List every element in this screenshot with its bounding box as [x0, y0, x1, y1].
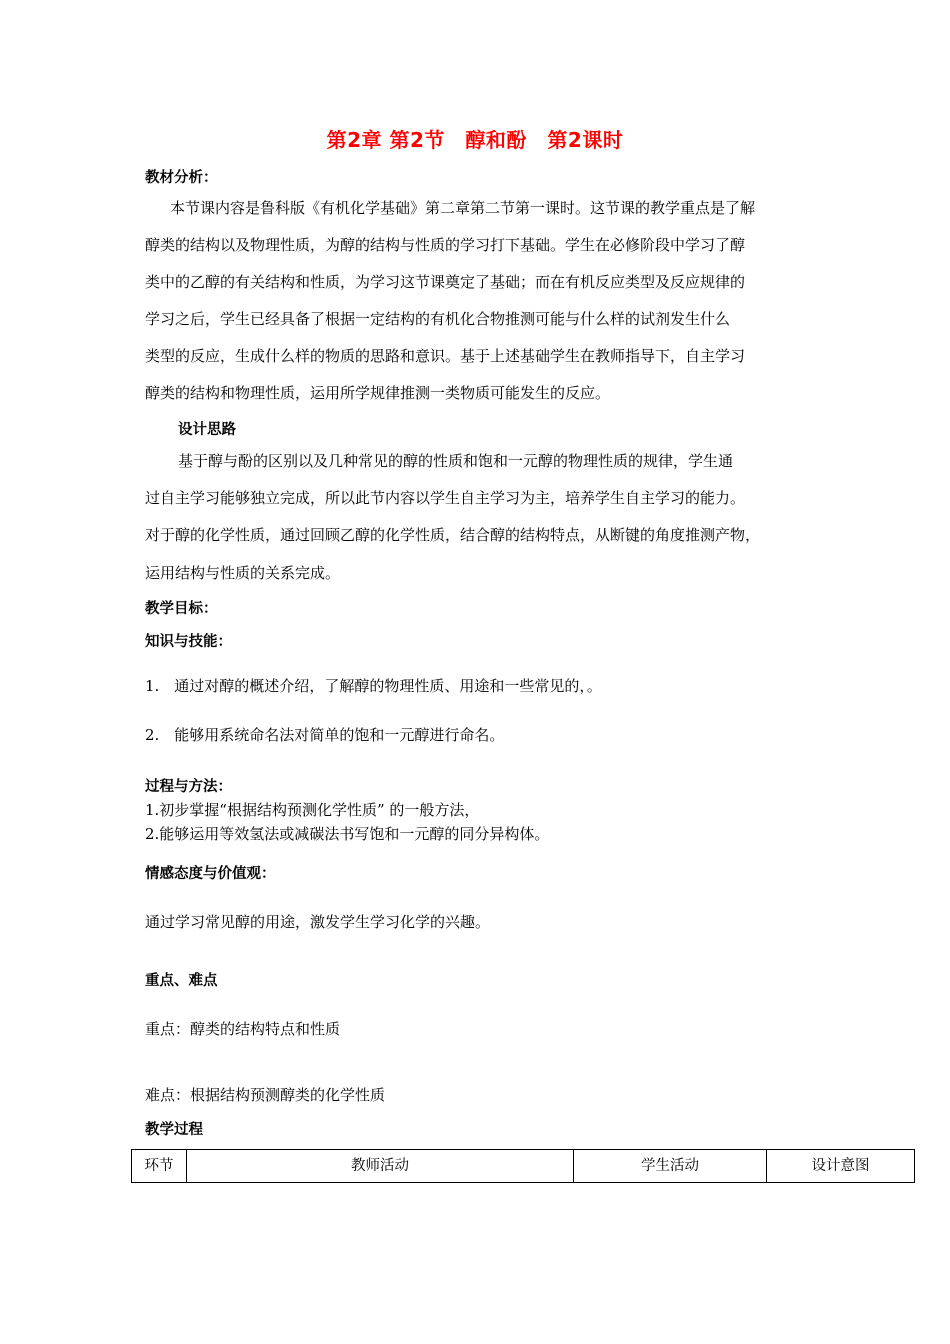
table-header-cell: 设计意图 [811, 1158, 870, 1174]
design-heading: 设计思路 [178, 422, 236, 438]
knowledge-item: 2. 能够用系统命名法对简单的饱和一元醇进行命名。 [145, 726, 505, 744]
process-method-item: 2.能够运用等效氢法或减碳法书写饱和一元醇的同分异构体。 [145, 825, 550, 843]
material-analysis-line: 本节课内容是鲁科版《有机化学基础》第二章第二节第一课时。这节课的教学重点是了解 [170, 199, 756, 217]
difficult-point-text: 难点：根据结构预测醇类的化学性质 [145, 1086, 386, 1104]
design-line: 基于醇与酚的区别以及几种常见的醇的性质和饱和一元醇的物理性质的规律，学生通 [178, 452, 734, 470]
key-points-heading: 重点、难点 [145, 973, 218, 989]
material-analysis-line: 学习之后，学生已经具备了根据一定结构的有机化合物推测可能与什么样的试剂发生什么 [145, 310, 731, 328]
material-analysis-line: 醇类的结构以及物理性质，为醇的结构与性质的学习打下基础。学生在必修阶段中学习了醇 [145, 236, 746, 254]
teaching-process-heading: 教学过程 [145, 1122, 203, 1138]
emotion-text: 通过学习常见醇的用途，激发学生学习化学的兴趣。 [145, 913, 491, 931]
knowledge-heading: 知识与技能： [145, 634, 232, 650]
emotion-heading: 情感态度与价值观： [145, 866, 276, 882]
process-method-item: 1.初步掌握“根据结构预测化学性质” 的一般方法， [145, 801, 480, 819]
material-analysis-line: 类型的反应，生成什么样的物质的思路和意识。基于上述基础学生在教师指导下，自主学习 [145, 347, 746, 365]
material-analysis-heading: 教材分析： [145, 170, 218, 186]
design-line: 运用结构与性质的关系完成。 [145, 564, 341, 582]
table-header-cell: 环节 [132, 1150, 187, 1182]
table-header-cell: 教师活动 [187, 1150, 574, 1182]
teaching-process-table [131, 1149, 915, 1183]
design-line: 过自主学习能够独立完成，所以此节内容以学生自主学习为主，培养学生自主学习的能力。 [145, 489, 746, 507]
design-line: 对于醇的化学性质，通过回顾乙醇的化学性质，结合醇的结构特点，从断键的角度推测产物， [145, 526, 761, 544]
key-point-text: 重点：醇类的结构特点和性质 [145, 1020, 341, 1038]
table-header-cell: 学生活动 [574, 1150, 767, 1182]
page-title: 第2章 第2节 醇和酚 第2课时 [326, 128, 624, 152]
knowledge-item: 1. 通过对醇的概述介绍，了解醇的物理性质、用途和一些常见的，。 [145, 677, 602, 695]
material-analysis-line: 醇类的结构和物理性质，运用所学规律推测一类物质可能发生的反应。 [145, 384, 611, 402]
material-analysis-line: 类中的乙醇的有关结构和性质，为学习这节课奠定了基础；而在有机反应类型及反应规律的 [145, 273, 746, 291]
objectives-heading: 教学目标： [145, 601, 218, 617]
process-method-heading: 过程与方法： [145, 779, 232, 795]
